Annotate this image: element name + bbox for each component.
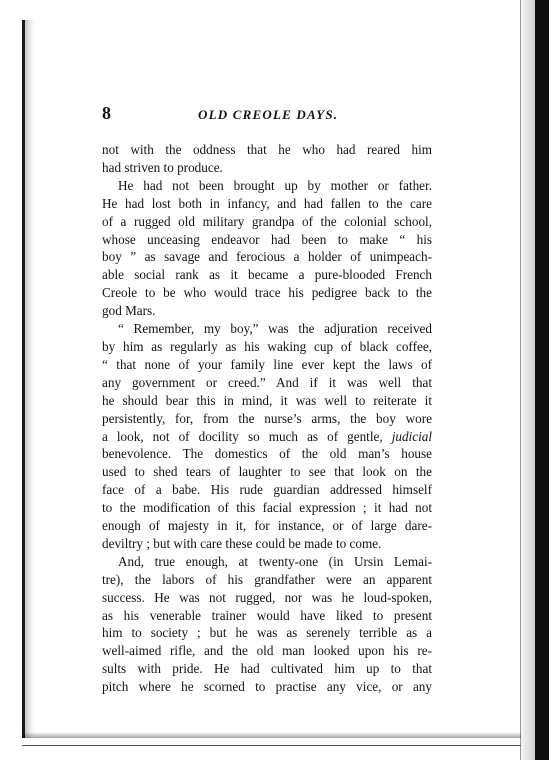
scan-right-border [535, 0, 549, 760]
text-line: “ Remember, my boy,” was the adjuration received [118, 321, 432, 337]
text-line: god Mars. [102, 303, 156, 319]
text-line: as his venerable trainer would have liked to present [102, 607, 432, 623]
page-number: 8 [102, 103, 111, 123]
body-text [102, 141, 432, 696]
text-line: deviltry ; but with care these could be made to come. [102, 535, 382, 551]
text-line-with-italic [102, 428, 432, 446]
scan-left-edge [22, 20, 35, 738]
book-page [102, 103, 432, 696]
text-line: boy ” as savage and ferocious a holder of unimpeach- [102, 249, 432, 265]
text-segment: a look, not of docility so much as of gentle, [102, 428, 383, 444]
text-line: And, true enough, at twenty-one (in Ursin Lemai- [118, 553, 432, 569]
text-line: sults with pride. He had cultivated him up to that [102, 661, 432, 677]
text-line: persistently, for, from the nurse’s arms, the boy wore [102, 410, 432, 426]
text-line: had striven to produce. [102, 159, 223, 175]
text-line: not with the oddness that he who had reared him [102, 142, 432, 157]
text-line: enough of majesty in it, for instance, or of large dare- [102, 518, 432, 534]
text-line: of a rugged old military grandpa of the colonial school, [102, 213, 432, 229]
paragraph [102, 320, 432, 553]
scan-right-page-edge [520, 0, 535, 760]
text-line: any government or creed.” And if it was well that [102, 374, 432, 390]
text-line: success. He was not rugged, nor was he loud-spoken, [102, 589, 432, 605]
text-line: able social rank as it became a pure-blooded French [102, 267, 432, 283]
paragraph [102, 177, 432, 320]
text-line: he should bear this in mind, it was well to reiterate it [102, 392, 432, 408]
paragraph [102, 141, 432, 177]
text-line: He had lost both in infancy, and had fallen to the care [102, 195, 432, 211]
text-line: Creole to be who would trace his pedigree back to the [102, 285, 432, 301]
text-line: face of a babe. His rude guardian addressed himself [102, 482, 432, 498]
scan-bottom-rule [22, 745, 521, 746]
text-line: well-aimed rifle, and the old man looked upon his re- [102, 643, 432, 659]
running-head [102, 103, 432, 125]
text-line: whose unceasing endeavor had been to make “ his [102, 231, 432, 247]
text-line: him to society ; but he was as serenely terrible as a [102, 625, 432, 641]
text-line: to the modification of this facial expression ; it had not [102, 500, 432, 516]
italic-word: judicial [391, 428, 432, 444]
text-line: benevolence. The domestics of the old man’s house [102, 446, 432, 462]
text-line: He had not been brought up by mother or father. [118, 177, 432, 193]
running-title: OLD CREOLE DAYS. [198, 107, 339, 122]
text-line: pitch where he scorned to practise any vice, or any [102, 679, 432, 695]
text-line: used to shed tears of laughter to see that look on the [102, 464, 432, 480]
text-line: tre), the labors of his grandfather were an apparent [102, 571, 432, 587]
text-line: by him as regularly as his waking cup of black coffee, [102, 338, 432, 354]
text-line: “ that none of your family line ever kept the laws of [102, 356, 432, 372]
scan-bottom-shadow [22, 732, 521, 738]
paragraph [102, 553, 432, 696]
